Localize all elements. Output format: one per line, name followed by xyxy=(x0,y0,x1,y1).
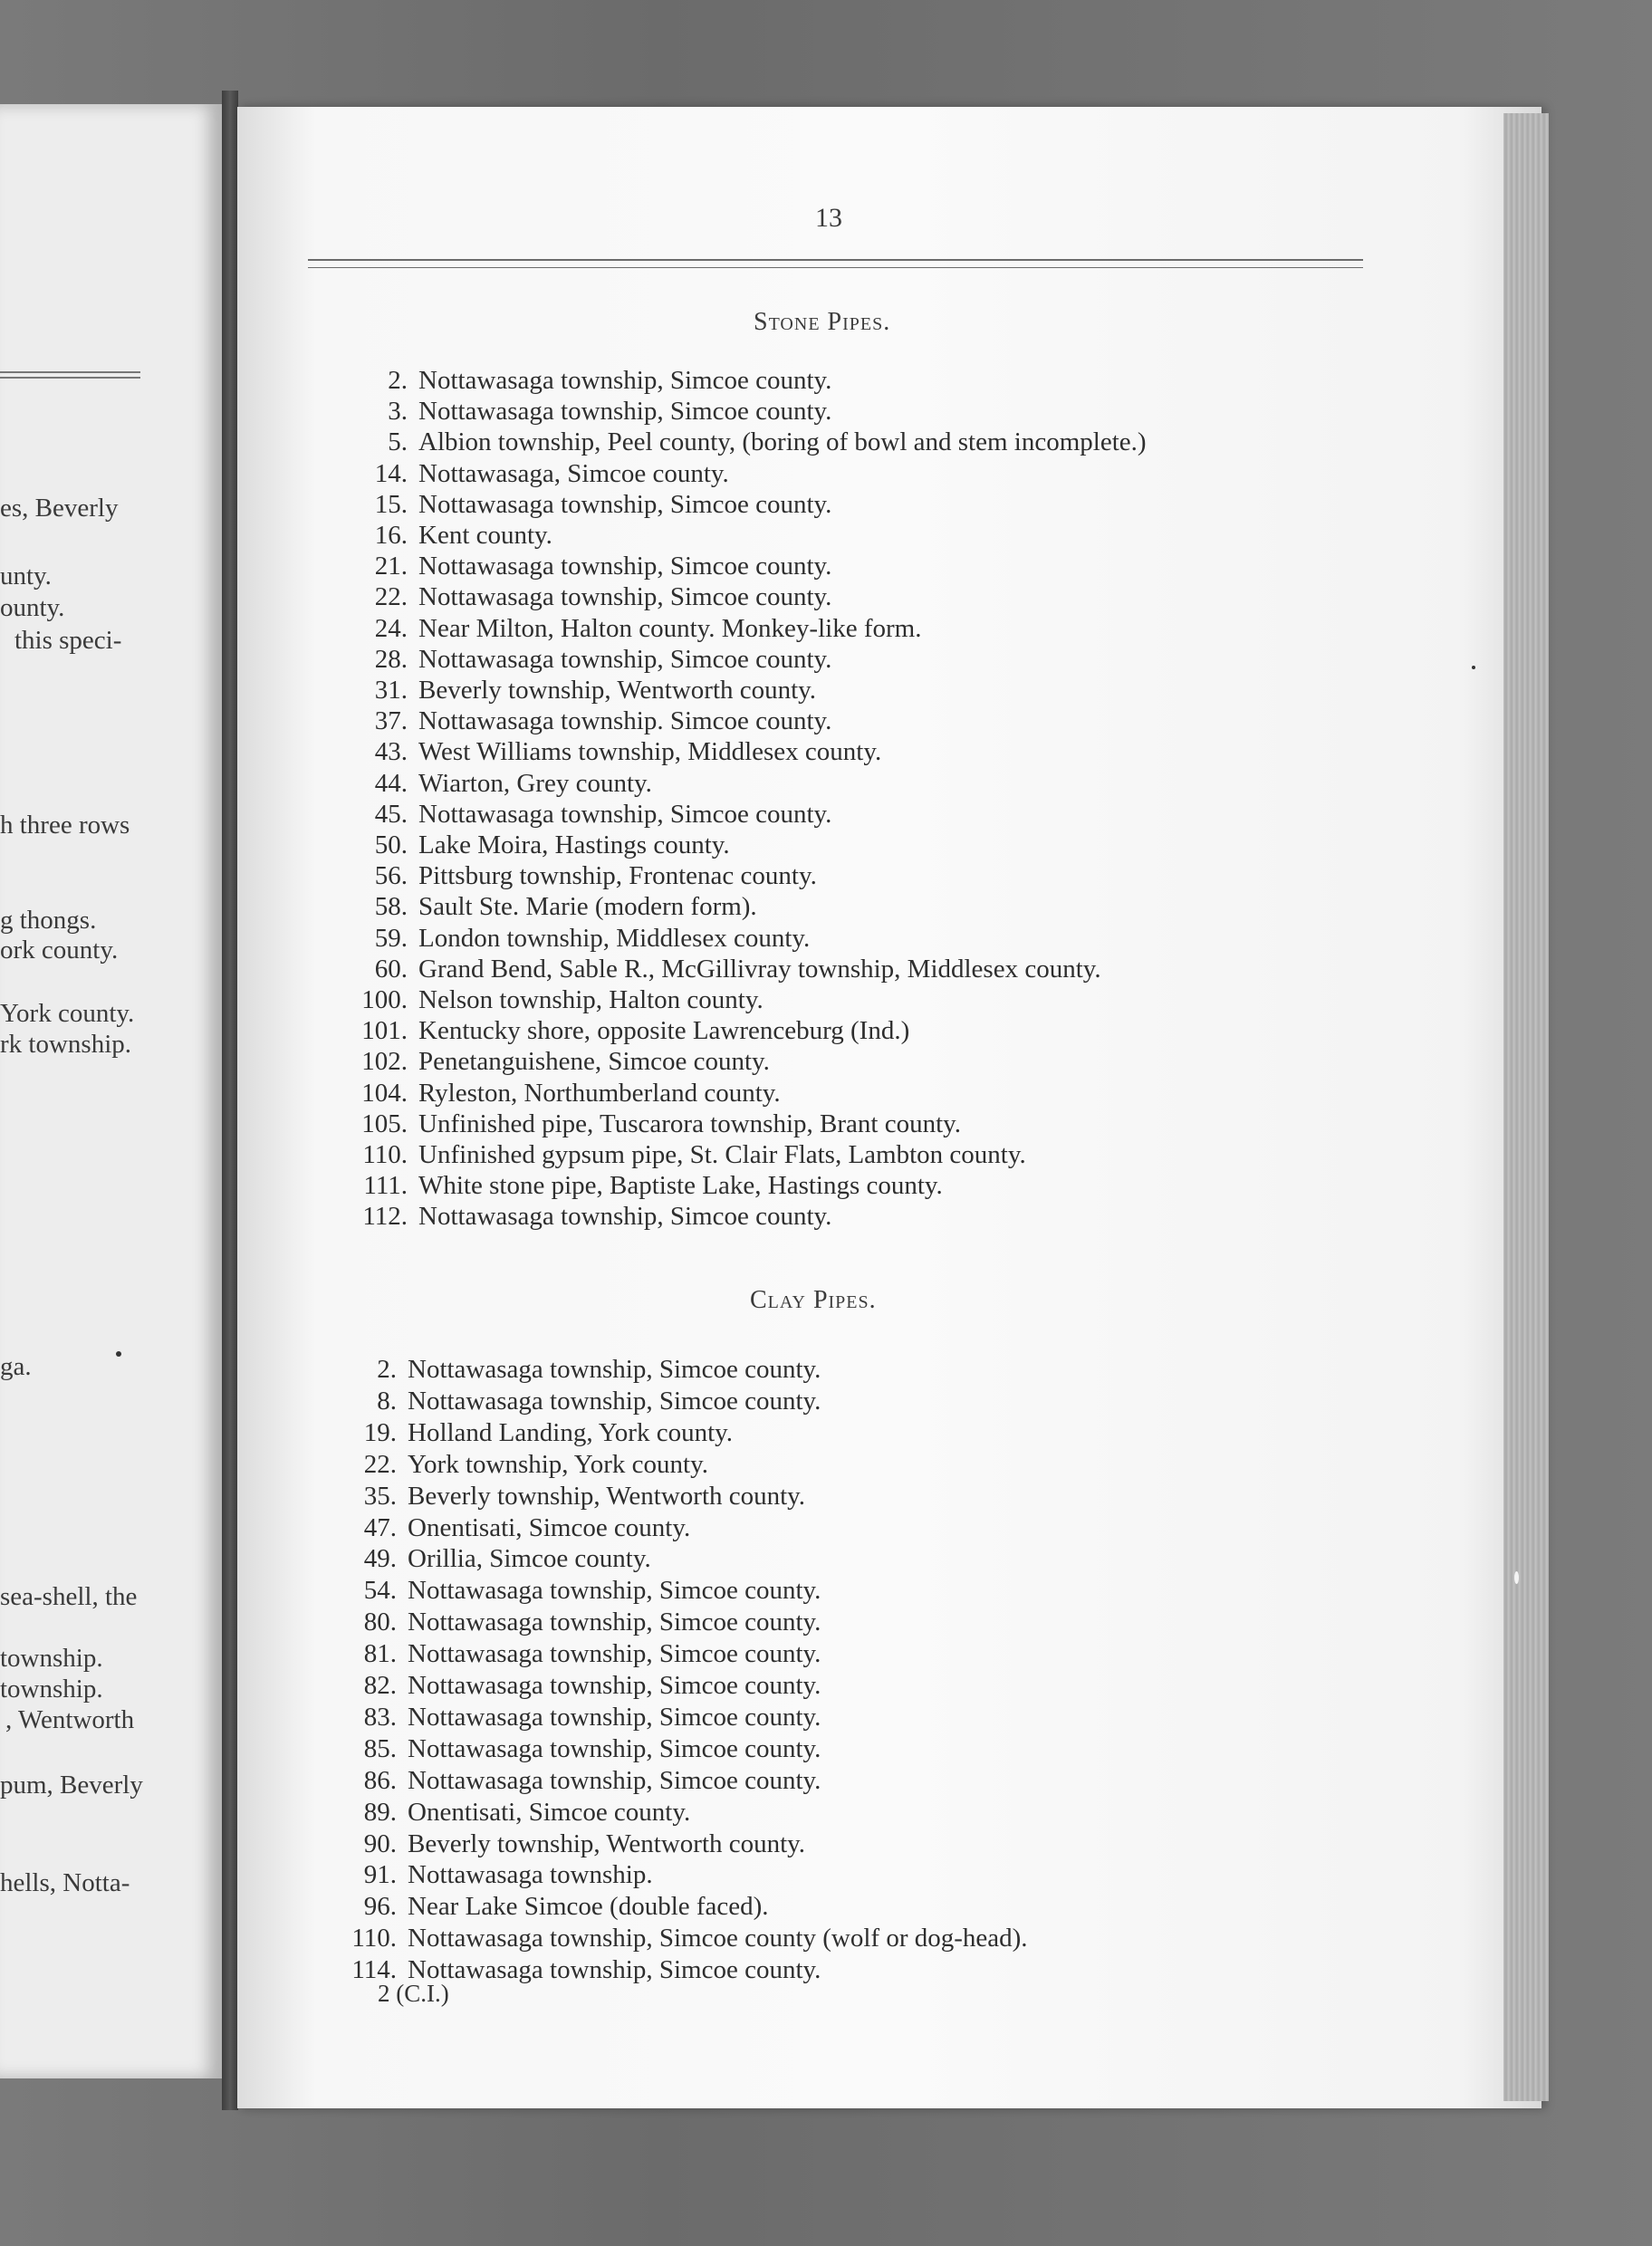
entry-number: 90. xyxy=(363,1828,397,1858)
pipe-entry xyxy=(363,1797,691,1828)
pipe-entry xyxy=(363,1733,821,1764)
entry-text: Sault Ste. Marie (modern form). xyxy=(418,892,757,922)
entry-text: Nottawasaga township, Simcoe county (wolf or dog-head). xyxy=(408,1924,1028,1953)
pipe-entry xyxy=(388,396,832,427)
left-page-line: hells, Notta- xyxy=(0,1868,130,1897)
left-page-line: township. xyxy=(0,1644,103,1673)
left-page-line: township. xyxy=(0,1675,103,1704)
entry-text: Nottawasaga township, Simcoe county. xyxy=(408,1671,821,1700)
entry-number: 45. xyxy=(374,799,408,829)
pipe-entry xyxy=(351,1954,821,1985)
entry-number: 85. xyxy=(363,1733,397,1763)
entry-number: 104. xyxy=(361,1078,408,1108)
entry-number: 5. xyxy=(388,427,408,457)
scan-speck xyxy=(1472,666,1475,669)
pipe-entry xyxy=(374,551,832,581)
left-page-line: , Wentworth xyxy=(5,1705,135,1734)
pipe-entry xyxy=(361,1109,962,1139)
left-page-line: rk township. xyxy=(0,1030,131,1059)
left-page-line: sea-shell, the xyxy=(0,1582,138,1611)
left-page-line: this speci- xyxy=(14,626,122,655)
pipe-entry xyxy=(361,1015,910,1046)
pipe-entry xyxy=(374,923,811,954)
entry-number: 35. xyxy=(363,1481,397,1511)
entry-number: 91. xyxy=(363,1860,397,1890)
entry-text: Unfinished gypsum pipe, St. Clair Flats, Lambton county. xyxy=(418,1140,1026,1169)
entry-text: Grand Bend, Sable R., McGillivray township, Middlesex county. xyxy=(418,954,1101,984)
left-page-line: g thongs. xyxy=(0,906,97,935)
pipe-entry xyxy=(361,984,764,1015)
left-page-rule xyxy=(0,371,140,373)
entry-number: 28. xyxy=(374,644,408,674)
entry-number: 80. xyxy=(363,1608,397,1637)
entry-text: Nottawasaga township, Simcoe county. xyxy=(418,489,832,519)
pipe-entry xyxy=(361,1078,781,1109)
entry-text: White stone pipe, Baptiste Lake, Hastings county. xyxy=(418,1171,943,1201)
pipe-entry xyxy=(377,1354,821,1385)
entry-number: 2. xyxy=(388,366,408,395)
left-page-line: es, Beverly xyxy=(0,494,119,523)
book-gutter xyxy=(222,91,238,2110)
header-rule xyxy=(308,267,1363,268)
entry-text: Nottawasaga township, Simcoe county. xyxy=(408,1576,821,1606)
pipe-entry xyxy=(363,1702,821,1732)
entry-text: Nottawasaga township, Simcoe county. xyxy=(408,1608,821,1637)
pipe-entry xyxy=(374,581,832,612)
entry-number: 82. xyxy=(363,1671,397,1700)
entry-text: Nottawasaga township, Simcoe county. xyxy=(418,799,832,829)
pipe-entry xyxy=(374,891,757,922)
entry-number: 101. xyxy=(361,1016,408,1046)
entry-text: Pittsburg township, Frontenac county. xyxy=(418,861,817,891)
pipe-entry xyxy=(374,830,730,860)
entry-text: Orillia, Simcoe county. xyxy=(408,1544,651,1574)
pipe-entry xyxy=(363,1170,943,1201)
entry-text: Beverly township, Wentworth county. xyxy=(418,676,817,705)
entry-text: Nottawasaga township, Simcoe county. xyxy=(418,366,832,395)
page-edge xyxy=(1503,113,1549,2101)
entry-number: 14. xyxy=(374,458,408,488)
entry-number: 81. xyxy=(363,1639,397,1669)
entry-number: 110. xyxy=(362,1140,408,1169)
pipe-entry xyxy=(363,1638,821,1669)
pipe-entry xyxy=(363,1481,806,1512)
entry-text: Penetanguishene, Simcoe county. xyxy=(418,1047,770,1077)
left-page-line: pum, Beverly xyxy=(0,1771,143,1800)
pipe-entry xyxy=(363,1417,733,1448)
entry-text: Onentisati, Simcoe county. xyxy=(408,1797,691,1827)
entry-number: 22. xyxy=(374,582,408,612)
entry-text: Beverly township, Wentworth county. xyxy=(408,1828,806,1858)
left-page-line: ounty. xyxy=(0,593,65,622)
left-page xyxy=(0,104,222,2078)
entry-text: Nottawasaga township, Simcoe county. xyxy=(408,1386,821,1416)
entry-number: 56. xyxy=(374,861,408,891)
entry-text: Near Milton, Halton county. Monkey-like form. xyxy=(418,613,922,643)
entry-text: Nottawasaga township, Simcoe county. xyxy=(418,644,832,674)
entry-text: Holland Landing, York county. xyxy=(408,1417,733,1447)
pipe-entry xyxy=(361,1046,770,1077)
entry-number: 60. xyxy=(374,954,408,984)
pipe-entry xyxy=(388,427,1147,457)
entry-number: 58. xyxy=(374,892,408,922)
entry-text: Nottawasaga township, Simcoe county. xyxy=(408,1639,821,1669)
entry-number: 110. xyxy=(351,1924,397,1953)
entry-text: Unfinished pipe, Tuscarora township, Brant county. xyxy=(418,1109,962,1138)
entry-number: 37. xyxy=(374,706,408,736)
entry-text: York township, York county. xyxy=(408,1449,708,1479)
entry-number: 47. xyxy=(363,1512,397,1542)
stone-pipes-heading: Stone Pipes. xyxy=(754,308,891,336)
entry-text: Nottawasaga township, Simcoe county. xyxy=(418,552,832,581)
pipe-entry xyxy=(374,954,1101,984)
entry-text: Nottawasaga township, Simcoe county. xyxy=(408,1355,821,1384)
left-page-line: unty. xyxy=(0,562,52,590)
entry-number: 21. xyxy=(374,552,408,581)
entry-number: 2. xyxy=(377,1355,397,1384)
entry-text: Albion township, Peel county, (boring of bowl and stem incomplete.) xyxy=(418,427,1147,457)
entry-number: 31. xyxy=(374,676,408,705)
entry-text: Wiarton, Grey county. xyxy=(418,768,652,798)
pipe-entry xyxy=(363,1512,691,1543)
entry-text: Nottawasaga township. Simcoe county. xyxy=(418,706,832,736)
entry-number: 112. xyxy=(362,1202,408,1232)
entry-text: Nottawasaga township, Simcoe county. xyxy=(418,1202,832,1232)
pipe-entry xyxy=(374,705,832,736)
entry-number: 8. xyxy=(377,1386,397,1416)
scan-speck xyxy=(116,1351,121,1357)
entry-number: 100. xyxy=(361,985,408,1014)
entry-text: Beverly township, Wentworth county. xyxy=(408,1481,806,1511)
left-page-line: h three rows xyxy=(0,811,130,840)
pipe-entry xyxy=(362,1201,832,1232)
entry-number: 102. xyxy=(361,1047,408,1077)
entry-text: Nottawasaga township, Simcoe county. xyxy=(408,1765,821,1795)
pipe-entry xyxy=(374,675,817,705)
pipe-entry xyxy=(363,1859,653,1890)
pipe-entry xyxy=(363,1449,708,1480)
scan-speck xyxy=(1514,1571,1519,1584)
left-page-line: ga. xyxy=(0,1352,32,1381)
clay-pipes-heading: Clay Pipes. xyxy=(750,1286,877,1314)
pipe-entry xyxy=(374,458,729,489)
entry-text: Nottawasaga, Simcoe county. xyxy=(418,458,729,488)
entry-number: 16. xyxy=(374,521,408,550)
entry-number: 54. xyxy=(363,1576,397,1606)
entry-number: 49. xyxy=(363,1544,397,1574)
pipe-entry xyxy=(388,365,832,396)
left-page-line: ork county. xyxy=(0,936,119,965)
printer-signature: 2 (C.I.) xyxy=(378,1980,449,2007)
pipe-entry xyxy=(374,644,832,675)
pipe-entry xyxy=(351,1923,1028,1953)
entry-number: 43. xyxy=(374,737,408,767)
pipe-entry xyxy=(363,1828,806,1859)
pipe-entry xyxy=(374,736,882,767)
entry-number: 19. xyxy=(363,1417,397,1447)
entry-text: Kentucky shore, opposite Lawrenceburg (Ind.) xyxy=(418,1016,910,1046)
entry-text: Nelson township, Halton county. xyxy=(418,985,764,1014)
page-number: 13 xyxy=(815,203,842,233)
left-page-line: York county. xyxy=(0,999,135,1028)
entry-text: Nottawasaga township, Simcoe county. xyxy=(408,1702,821,1732)
pipe-entry xyxy=(374,799,832,830)
pipe-entry xyxy=(362,1139,1026,1170)
pipe-entry xyxy=(374,768,652,799)
entry-number: 105. xyxy=(361,1109,408,1138)
entry-text: Ryleston, Northumberland county. xyxy=(418,1078,781,1108)
pipe-entry xyxy=(374,489,832,520)
entry-text: London township, Middlesex county. xyxy=(418,923,811,953)
entry-number: 111. xyxy=(363,1171,408,1201)
pipe-entry xyxy=(363,1543,651,1574)
pipe-entry xyxy=(377,1386,821,1416)
entry-text: Kent county. xyxy=(418,521,552,550)
entry-text: West Williams township, Middlesex county. xyxy=(418,737,882,767)
entry-text: Lake Moira, Hastings county. xyxy=(418,830,730,859)
entry-number: 59. xyxy=(374,923,408,953)
left-page-rule xyxy=(0,377,140,379)
pipe-entry xyxy=(374,613,922,644)
entry-text: Onentisati, Simcoe county. xyxy=(408,1512,691,1542)
entry-number: 86. xyxy=(363,1765,397,1795)
entry-text: Nottawasaga township, Simcoe county. xyxy=(418,397,832,427)
entry-number: 24. xyxy=(374,613,408,643)
entry-number: 83. xyxy=(363,1702,397,1732)
pipe-entry xyxy=(363,1670,821,1701)
pipe-entry xyxy=(363,1607,821,1637)
entry-number: 15. xyxy=(374,489,408,519)
entry-number: 96. xyxy=(363,1892,397,1922)
entry-text: Near Lake Simcoe (double faced). xyxy=(408,1892,769,1922)
entry-text: Nottawasaga township, Simcoe county. xyxy=(408,1733,821,1763)
pipe-entry xyxy=(363,1575,821,1606)
pipe-entry xyxy=(374,860,817,891)
pipe-entry xyxy=(363,1765,821,1796)
entry-text: Nottawasaga township, Simcoe county. xyxy=(418,582,832,612)
pipe-entry xyxy=(374,520,552,551)
header-rule xyxy=(308,259,1363,261)
entry-text: Nottawasaga township. xyxy=(408,1860,653,1890)
entry-number: 3. xyxy=(388,397,408,427)
entry-text: Nottawasaga township, Simcoe county. xyxy=(408,1955,821,1985)
entry-number: 114. xyxy=(351,1955,397,1985)
entry-number: 50. xyxy=(374,830,408,859)
entry-number: 44. xyxy=(374,768,408,798)
pipe-entry xyxy=(363,1891,769,1922)
entry-number: 89. xyxy=(363,1797,397,1827)
entry-number: 22. xyxy=(363,1449,397,1479)
